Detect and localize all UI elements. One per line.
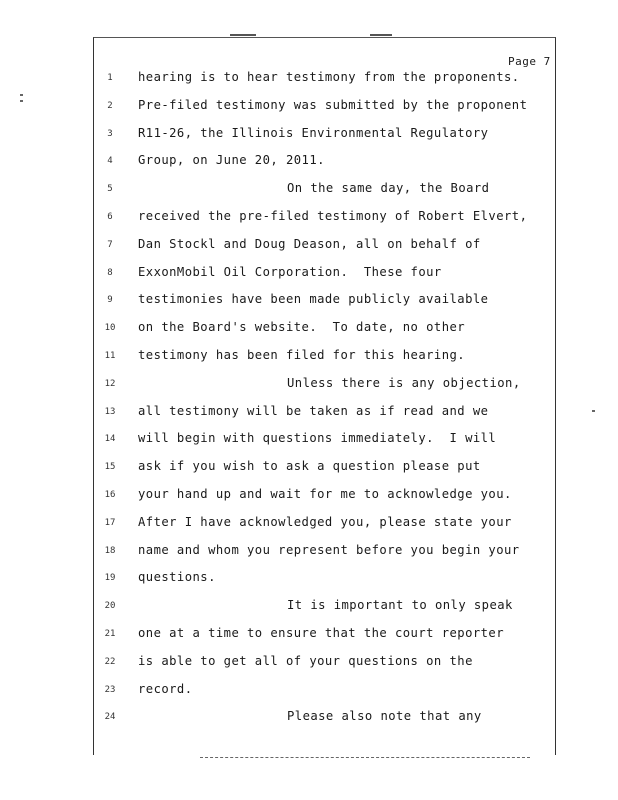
transcript-line [0, 237, 618, 257]
line-text: questions. [138, 570, 216, 585]
line-text: After I have acknowledged you, please state your [138, 514, 512, 529]
transcript-line [0, 543, 618, 563]
transcript-line [0, 404, 618, 424]
line-text: received the pre-filed testimony of Robert Elvert, [138, 209, 528, 223]
line-number: 6 [107, 212, 113, 222]
scan-artifact-top-left [230, 34, 256, 36]
line-number: 18 [104, 545, 116, 556]
transcript-line [0, 348, 618, 368]
line-number: 22 [104, 656, 116, 667]
transcript-line [0, 265, 618, 285]
line-text: Dan Stockl and Doug Deason, all on behalf of [138, 236, 481, 251]
line-number: 15 [104, 462, 116, 473]
line-text: testimonies have been made publicly available [138, 292, 489, 307]
line-number: 14 [104, 434, 116, 445]
line-number: 4 [107, 156, 113, 167]
line-number: 3 [107, 128, 113, 139]
line-text: your hand up and wait for me to acknowledge you. [138, 487, 512, 501]
line-text: On the same day, the Board [287, 181, 490, 196]
line-text: one at a time to ensure that the court reporter [138, 626, 505, 640]
transcript-line [0, 515, 618, 535]
line-number: 16 [104, 490, 116, 500]
line-number: 20 [104, 601, 116, 612]
scan-artifact-bottom [200, 757, 530, 759]
transcript-line [0, 376, 618, 396]
line-number: 12 [104, 378, 116, 389]
line-text: is able to get all of your questions on the [138, 653, 473, 668]
page-number: Page 7 [508, 55, 551, 68]
line-text: will begin with questions immediately. I will [138, 431, 497, 446]
transcript-line [0, 292, 618, 312]
transcript-line [0, 682, 618, 702]
line-text: all testimony will be taken as if read and we [138, 403, 489, 418]
transcript-line [0, 487, 618, 507]
transcript-line [0, 626, 618, 646]
line-number: 9 [107, 295, 113, 306]
line-number: 7 [107, 239, 113, 250]
transcript-line [0, 209, 618, 229]
line-number: 17 [104, 517, 116, 528]
transcript-line [0, 459, 618, 479]
line-text: on the Board's website. To date, no other [138, 320, 466, 335]
line-number: 10 [104, 323, 116, 334]
line-text: R11-26, the Illinois Environmental Regulatory [138, 125, 489, 140]
line-number: 13 [104, 406, 116, 417]
line-number: 5 [107, 184, 113, 195]
line-text: record. [138, 681, 193, 696]
transcript-line [0, 654, 618, 674]
line-text: hearing is to hear testimony from the proponents. [138, 70, 520, 84]
transcript-line [0, 598, 618, 618]
line-number: 23 [104, 684, 116, 695]
transcript-line [0, 709, 618, 729]
margin-mark [20, 94, 23, 96]
line-number: 2 [107, 100, 113, 111]
transcript-line [0, 153, 618, 173]
line-text: testimony has been filed for this hearing. [138, 348, 466, 362]
transcript-line [0, 431, 618, 451]
line-text: Unless there is any objection, [287, 375, 521, 390]
transcript-line [0, 126, 618, 146]
transcript-line [0, 320, 618, 340]
line-number: 8 [107, 267, 113, 278]
transcript-line [0, 181, 618, 201]
line-text: Pre-filed testimony was submitted by the proponent [138, 97, 528, 112]
line-text: Group, on June 20, 2011. [138, 153, 325, 168]
line-text: It is important to only speak [287, 598, 513, 613]
line-text: ExxonMobil Oil Corporation. These four [138, 264, 442, 279]
transcript-line [0, 70, 618, 90]
line-text: ask if you wish to ask a question please put [138, 459, 481, 474]
line-number: 21 [104, 629, 116, 639]
line-number: 1 [107, 73, 113, 83]
line-number: 19 [104, 573, 116, 584]
transcript-line [0, 570, 618, 590]
scan-artifact-top-right [370, 34, 392, 36]
transcript-line [0, 98, 618, 118]
line-text: Please also note that any [287, 709, 482, 724]
line-text: name and whom you represent before you begin your [138, 542, 520, 557]
line-number: 11 [104, 351, 116, 361]
line-number: 24 [104, 712, 116, 723]
